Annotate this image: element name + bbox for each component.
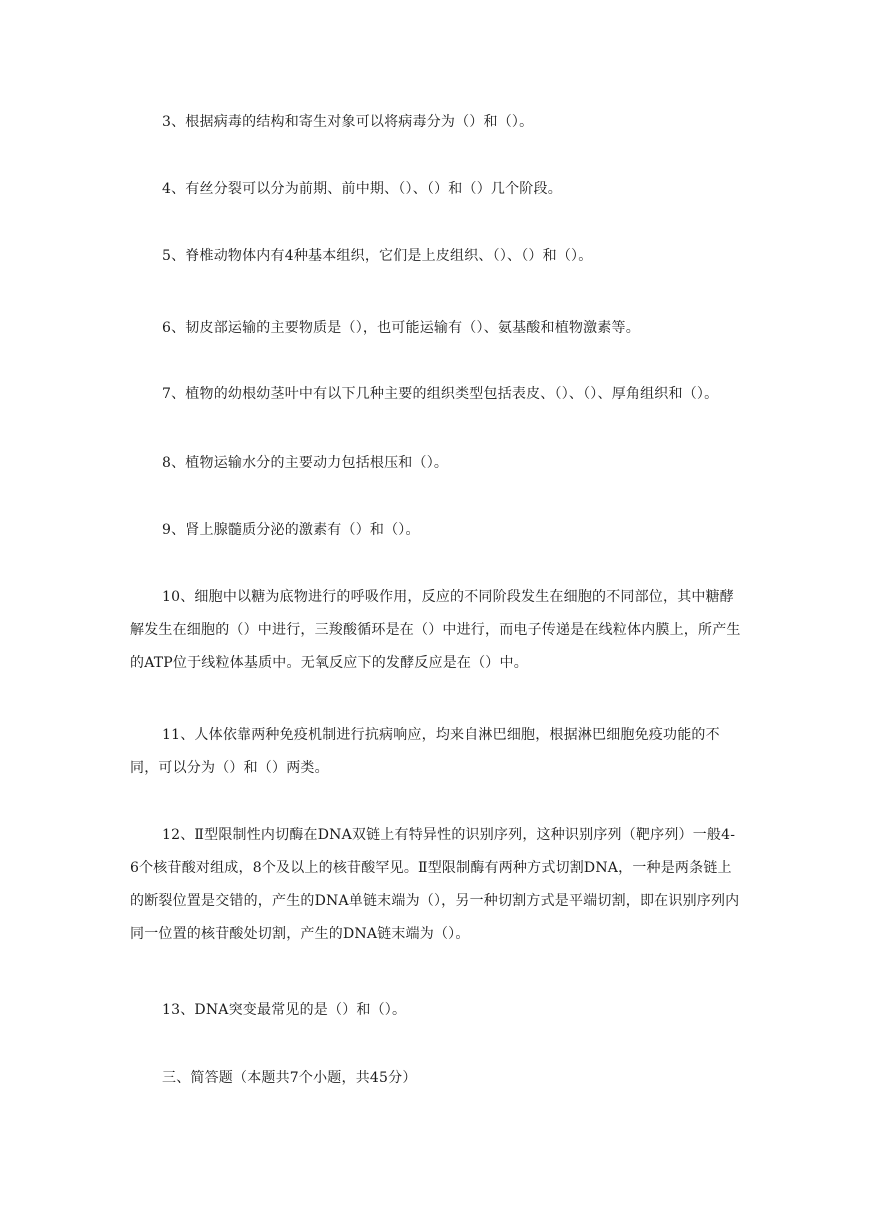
question-3: 3、根据病毒的结构和寄生对象可以将病毒分为（）和（）。: [162, 114, 534, 130]
question-12: 12、Ⅱ型限制性内切酶在DNA双链上有特异性的识别序列，这种识别序列（靶序列）一般4-6个核苷酸对组成，8个及以上的核苷酸罕见。Ⅱ型限制酶有两种方式切割DNA，一种是两条链上的断裂位置是交错的，产生的DNA单链末端为（），另一种切割方式是平端切割，即在识别序列内同一位置的核苷酸处切割，产生的DNA链末端为（）。: [130, 827, 740, 942]
question-7: 7、植物的幼根幼茎叶中有以下几种主要的组织类型包括表皮、（）、（）、厚角组织和（）。: [162, 386, 719, 402]
question-4: 4、有丝分裂可以分为前期、前中期、（）、（）和（）几个阶段。: [162, 181, 562, 197]
question-10: 10、细胞中以糖为底物进行的呼吸作用，反应的不同阶段发生在细胞的不同部位，其中糖酵解发生在细胞的（）中进行，三羧酸循环是在（）中进行，而电子传递是在线粒体内膜上，所产生的ATP位于线粒体基质中。无氧反应下的发酵反应是在（）中。: [130, 589, 741, 671]
question-11: 11、人体依靠两种免疫机制进行抗病响应，均来自淋巴细胞，根据淋巴细胞免疫功能的不同，可以分为（）和（）两类。: [130, 727, 720, 776]
question-5: 5、脊椎动物体内有4种基本组织，它们是上皮组织、（）、（）和（）。: [162, 248, 593, 264]
question-9: 9、肾上腺髓质分泌的激素有（）和（）。: [162, 522, 420, 538]
question-6: 6、韧皮部运输的主要物质是（），也可能运输有（）、氨基酸和植物激素等。: [162, 320, 640, 336]
section-heading-short-answer: 三、简答题（本题共7个小题，共45分）: [162, 1070, 417, 1086]
question-13: 13、DNA突变最常见的是（）和（）。: [162, 1002, 407, 1018]
question-8: 8、植物运输水分的主要动力包括根压和（）。: [162, 455, 449, 471]
